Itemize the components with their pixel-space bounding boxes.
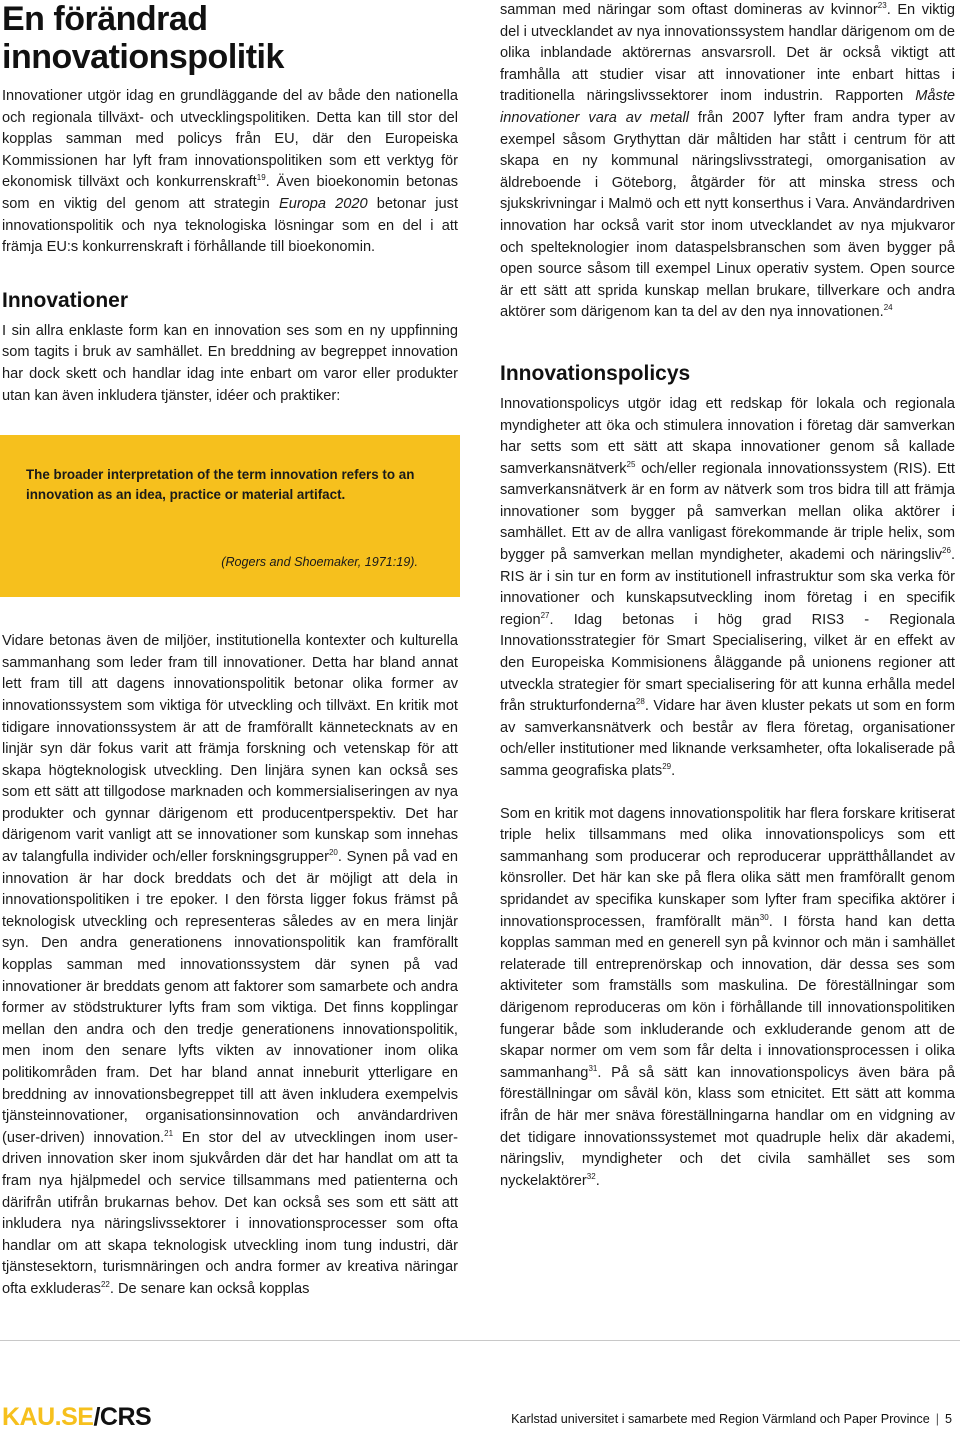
innovationer-paragraph: I sin allra enklaste form kan en innovation ses som en ny uppfinning som tagits i bruk av samhället. En breddning av begreppet innovation har dock skett och handlar idag inte enbart om varor eller produkter utan kan även inkludera tjänster, idéer och praktiker: [2, 322, 458, 404]
footnote-ref: 29 [662, 762, 672, 772]
quote-box [0, 435, 460, 597]
footnote-ref: 24 [883, 303, 893, 313]
text-run: . På så sätt kan innovationspolicys även bära på föreställningar om såväl kön, klass som etnicitet. Ett sätt att komma ifrån de här mer snäva föreställningarna handlar om en vidgning av det tidigare innovationssystemet mot quadruple helix där akademi, näringsliv, myndigheter och det civila samhället ses som nyckelaktörer [500, 1064, 955, 1189]
page-number: 5 [944, 1412, 952, 1426]
text-run: . De senare kan också kopplas [109, 1280, 310, 1297]
footnote-ref: 30 [759, 912, 769, 922]
text-run: Innovationer utgör idag en grundläggande del av både den nationella och regionala tillväxt- och utvecklingspolitiken. Detta kan till stor del kopplas samman med policys från EU, där den Europeiska Kommissionen har lyft fram innovationspolitiken som ett verktyg för ekonomisk tillväxt och konkurrenskraft [2, 88, 458, 191]
text-run: . Vidare har även kluster pekats ut som en form av samverkansnätverk och består av flera företag, organisationer och/eller institutioner med liknande verksamheter, ofta lokaliserade på samma geografiska plats [500, 698, 955, 779]
footnote-ref: 31 [588, 1063, 598, 1073]
text-run: Som en kritik mot dagens innovationspolitik har flera forskare kritiserat triple helix tillsammans med olika innovationspolicys som ett sammanhang som producerar och reproducerar upprätthållandet av könsroller. Det här kan ske på flera olika sätt men framförallt genom spridandet av specifika kunskaper som lyfter fram specifika aktörer i innovationsprocessen, framförallt män [500, 805, 955, 930]
left-column [2, 0, 458, 1301]
text-run: . RIS är i sin tur en form av institutionell infrastruktur som ska verka för innovationer och kunskapsutveckling inom företag i en specifik region [500, 547, 955, 628]
footer-info [511, 1411, 952, 1427]
italic-run: Europa 2020 [278, 195, 368, 212]
footnote-ref: 32 [586, 1171, 596, 1181]
footer-publisher-text: Karlstad universitet i samarbete med Region Värmland och Paper Province [511, 1412, 930, 1426]
footnote-ref: 19 [256, 173, 266, 183]
quote-citation: (Rogers and Shoemaker, 1971:19). [221, 555, 418, 570]
text-run: En stor del av utvecklingen inom user-driven innovation sker inom sjukvården där det har handlat om att ta fram nya hjälpmedel och service tillsammans med patienterna och därifrån utifrån brukarnas behov. Det kan också ses som ett sätt att inkludera nya näringslivssektorer i innovationsprocesser som ofta handlar om att skapa teknologisk utveckling inom tung industri, där tjänstesektorn, turismnäringen och andra former av kreativa näringar ofta exkluderas [2, 1129, 458, 1297]
section-heading-innovationspolicys: Innovationspolicys [500, 361, 691, 385]
italic-run: Måste innovationer vara av metall [500, 88, 955, 126]
kritik-paragraph [500, 804, 955, 1193]
page-title: En förändrad innovationspolitik [2, 0, 284, 76]
kau-crs-logo[interactable] [2, 1403, 151, 1431]
text-run: . Även bioekonomin betonas som en viktig del genom att strategin [2, 174, 458, 212]
footnote-ref: 21 [164, 1128, 174, 1138]
intro-paragraph [2, 86, 458, 259]
section-heading-innovationer: Innovationer [2, 288, 129, 312]
text-run: . [595, 1172, 600, 1189]
footer-separator: | [935, 1412, 939, 1426]
text-run: . En viktig del i utvecklandet av nya innovationssystem handlar därigenom om de olika inblandade aktörernas ansvarsroll. Det är också viktigt att framhålla att studier visar att innovationer inte enbart hittas i traditionella näringslivssektorer inom industrin. Rapporten [500, 2, 955, 105]
logo-part-black: /CRS [93, 1403, 152, 1431]
right-column [500, 0, 955, 1192]
footnote-ref: 23 [877, 1, 887, 11]
main-paragraph-left [2, 631, 458, 1300]
text-run: och/eller regionala innovationssystem (RIS). Ett samverkansnätverk är en form av nätverk som tros bidra till att främja innovationer som bygger på samverkan mellan olika aktörer i samhället. Ett av de allra vanligast förekommande är triple helix, som bygger på samverkan mellan myndigheter, akademi och näringsliv [500, 460, 955, 564]
text-run: betonar just innovationspolitik och nya teknologiska lösningar som en del i att främja EU:s konkurrenskraft i förhållande till bioekonomin. [2, 195, 458, 256]
text-run: från 2007 lyfter fram andra typer av exempel såsom Grythyttan där måltiden har stått i centrum för att skapa en ny kommunal näringslivsstrategi, omorganisation av äldreboende i Göteborg, åtgärder för att minska stress och sjukskrivningar i Malmö och ett nytt konserthus i Vara. Användardriven innovation har också varit stor inom utvecklandet av nya mjukvaror och spelteknologier inom dataspelsbranschen som även bygger på open source såsom till exempel Linux operativ system. Open source är ett sätt att sprida kunskap mellan brukare, tillverkare och andra aktörer som därigenom kan ta del av den nya innovationen. [500, 109, 955, 321]
text-run: . Idag betonas i hög grad RIS3 - Regionala Innovationsstrategier för Smart Specialisering, vilket är en effekt av den Europeiska Kommisionens åläggande på unionens regioner att utveckla strategier för smart specialisering för att kunna erhålla medel från strukturfonderna [500, 611, 955, 715]
footnote-ref: 27 [540, 610, 550, 620]
quote-text: The broader interpretation of the term innovation refers to an innovation as an idea, practice or material artifact. [26, 467, 415, 502]
logo-part-yellow: KAU.SE [2, 1403, 94, 1431]
footnote-ref: 20 [328, 848, 338, 858]
text-run: Innovationspolicys utgör idag ett redskap för lokala och regionala myndigheter att öka och stimulera innovation i företag där samverkan har setts som ett sätt att skapa innovationer genom så kallade samverkansnätverk [500, 395, 955, 477]
footer-divider [0, 1340, 960, 1341]
continued-paragraph [500, 0, 955, 324]
footnote-ref: 22 [100, 1280, 110, 1290]
footnote-ref: 26 [942, 546, 951, 556]
text-run: samman med näringar som oftast domineras av kvinnor [500, 2, 878, 18]
footnote-ref: 25 [626, 459, 636, 469]
text-run: Vidare betonas även de miljöer, institutionella kontexter och kulturella sammanhang som leder fram till innovationer. Detta har bland annat lett fram till att dagens innovationspolitik betonar olika former av innovationssystem som viktiga för utveckling och tillväxt. En kritik mot tidigare innovationssystem är att de framförallt kännetecknats av en linjär syn där fokus varit att främja forskning och vetenskap för att skapa högteknologisk utveckling. Den linjära synen kan också ses som ett sätt att tillgodose marknaden och kommersialiseringen av nya produkter och gynnar därigenom ett producentperspektiv. Det har därigenom varit vanligt att se innovationer som kunskap som innehas av talangfulla individer och/eller forskningsgrupper [2, 633, 458, 866]
text-run: . Synen på vad en innovation är har dock breddats och det är möjligt att dela in innovationspolitiken i tre epoker. I den första ligger fokus främst på teknologisk utveckling och representeras således av en mera linjär syn. Den andra generationens innovationspolitik kan framförallt kopplas samman med innovationssystem där synen på vad innovationer är breddats genom att faktorer som samarbete och andra former av stödstrukturer lyfts fram som viktiga. Det finns kopplingar mellan den andra och den tredje generationens innovationspolitik, men inom den senare lyfts vikten av innovationer inom olika politikområden fram. Det har bland annat inneburit ytterligare en breddning av innovationsbegreppet till att även inkludera exempelvis tjänsteinnovationer, organisationsinnovation och användardriven (user-driven) innovation. [2, 849, 458, 1146]
innovationspolicys-paragraph [500, 394, 955, 783]
footnote-ref: 28 [635, 697, 645, 707]
text-run: . [671, 763, 676, 779]
text-run: . I första hand kan detta kopplas samman med en generell syn på kvinnor och män i samhället relaterade till entreprenörskap och innovation, där dessa ses som aktiviteter som framställs som maskulina. De föreställningar som därigenom reproduceras om kön i förhållande till innovationspolitiken fungerar både som inkluderande och exkluderande genom att de skapar normer om vem som får delta i innovationsprocessen i olika sammanhang [500, 913, 955, 1081]
